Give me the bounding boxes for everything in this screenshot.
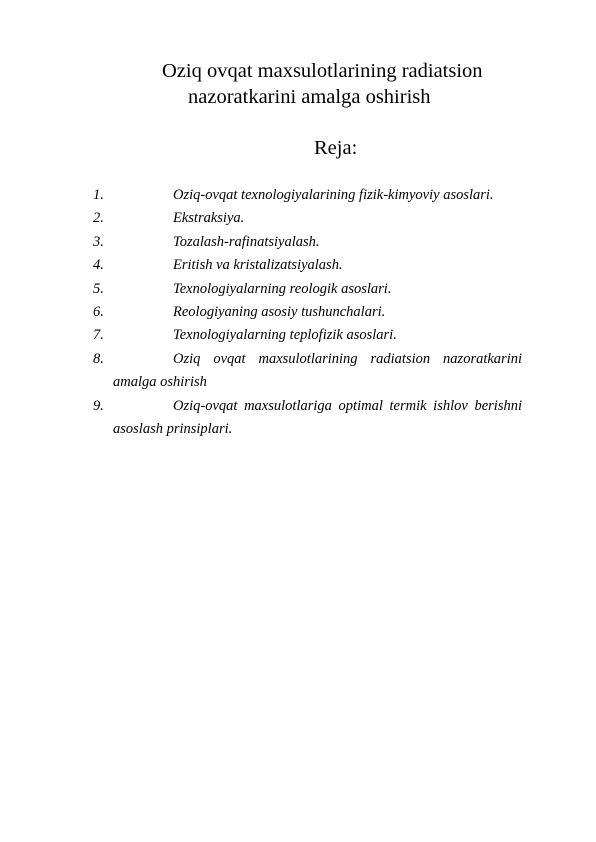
plan-item [93,184,522,207]
plan-item [93,207,522,230]
title-line-1: Oziq ovqat maxsulotlarining radiatsion [162,60,483,82]
plan-item-number: 8. [93,350,104,367]
plan-item-number: 9. [93,397,104,414]
plan-item-text: Oziq-ovqat maxsulotlariga optimal termik ishlov berishni asoslash prinsiplari. [113,397,522,438]
plan-item-number: 6. [93,304,104,321]
plan-item-text: Tozalash-rafinatsiyalash. [173,233,320,250]
plan-item-number: 2. [93,210,104,227]
plan-item-text: Oziq-ovqat texnologiyalarining fizik-kimyoviy asoslari. [173,187,494,203]
plan-item [93,324,522,347]
plan-item [93,301,522,324]
plan-list [93,184,522,441]
title-line-2: nazoratkarini amalga oshirish [188,86,431,108]
document-title [0,58,596,110]
plan-item [93,231,522,254]
plan-item-text: Eritish va kristalizatsiyalash. [173,257,343,274]
plan-item-text: Reologiyaning asosiy tushunchalari. [173,304,386,321]
plan-item-number: 5. [93,280,104,297]
plan-item [93,395,522,442]
plan-item-number: 3. [93,233,104,250]
plan-item-text: Oziq ovqat maxsulotlarining radiatsion nazoratkarini amalga oshirish [113,350,522,391]
plan-item-text: Ekstraksiya. [173,210,245,227]
plan-item [93,278,522,301]
plan-item-text: Texnologiyalarning teplofizik asoslari. [173,327,397,344]
plan-item-number: 7. [93,327,104,344]
plan-item [93,254,522,277]
plan-item [93,348,522,395]
plan-item-number: 1. [93,187,104,203]
plan-heading: Reja: [314,137,358,159]
plan-item-text: Texnologiyalarning reologik asoslari. [173,280,392,297]
plan-item-number: 4. [93,257,104,274]
